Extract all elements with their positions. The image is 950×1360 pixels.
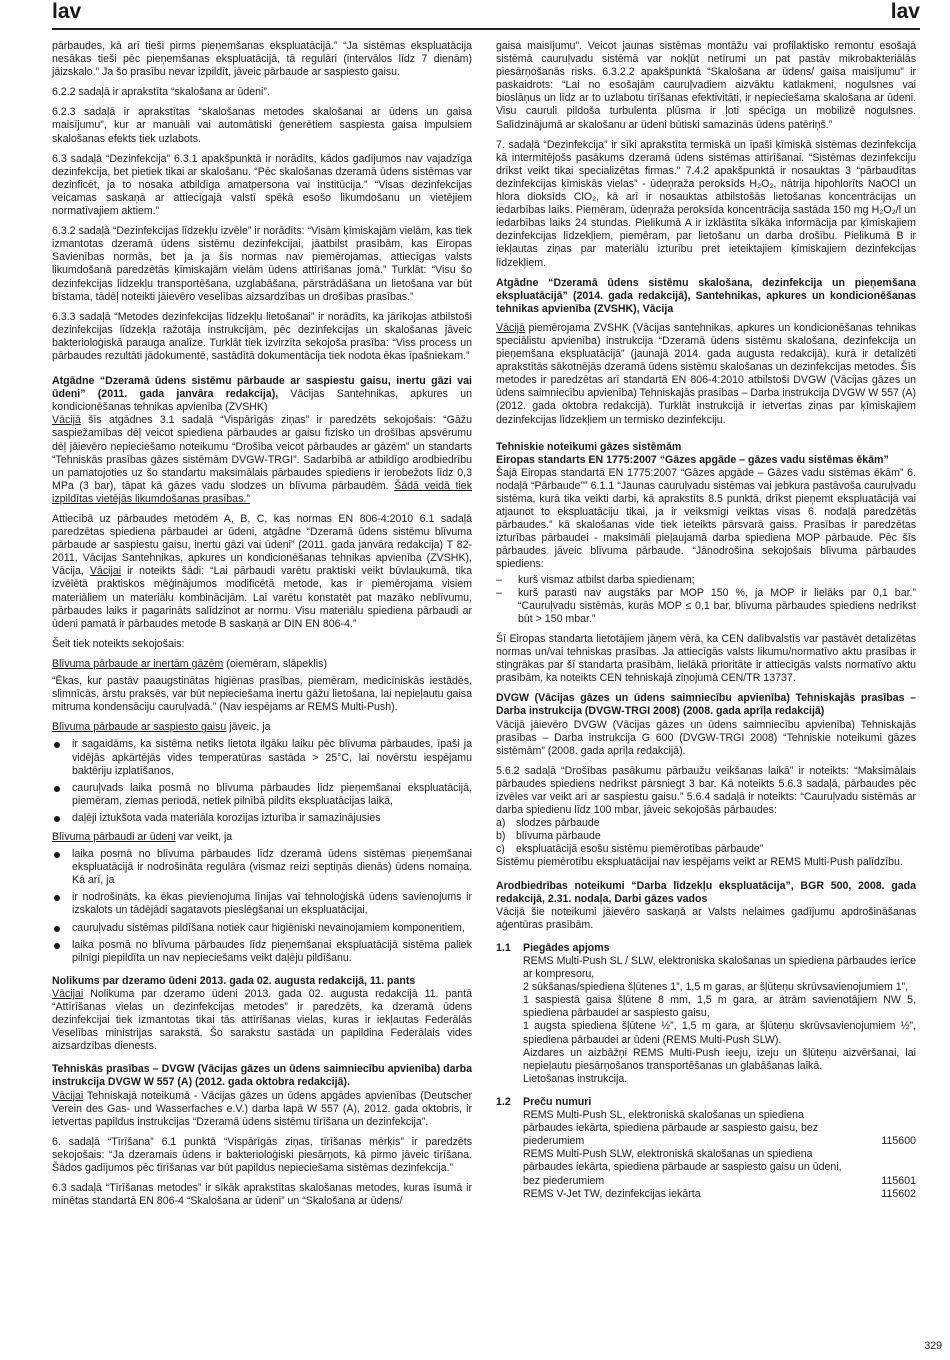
section-heading: Tehniskās prasības – DVGW (Vācijas gāzes un ūdens saimniecību apvienība) darba instrukcija DVGW W 557 (A) (2012. gada oktobra redakcijā).: [52, 1063, 472, 1089]
paragraph: Vācijā šie noteikumi jāievēro saskaņā ar Valsts nelaimes gadījumu apdrošināšanas aģentūras prasībām.: [496, 905, 916, 931]
paragraph: Vācijā jāievēro DVGW (Vācijas gāzes un ūdens saimniecību apvienība) Tehniskajās prasības – Darba instrukcija G 600 (DVGW-TRGI 2008) “Tehniskie noteikumi gāzes sistēmām” (2008. gada aprīļa redakcijā).: [496, 718, 916, 757]
text: ir noteikts šādi: “Lai pārbaudi varētu praktiski veikt būvlaukumā, tika izvēlētā praktiskos mēģinājumos modificētā metode, kas ir piemērojama visiem materiāliem un materiālu kombinācijām. Lai varētu konstatēt pat mazāko neblīvumu, pārbaudes laiks ir pagarināts salīdzinot ar normu. Visu materiālu spiediena pārbaudi ar ūdeni pamatā ir pārbaudes metode B saskaņā ar DIN EN 806-4.”: [52, 565, 472, 630]
bullet-list: [52, 848, 472, 965]
right-column: [496, 40, 916, 1201]
paragraph: [496, 322, 916, 427]
paragraph: gaisa maisījumu”. Veicot jaunas sistēmas montāžu vai profilaktisko remontu esošajā sistēmā cauruļvadu sistēmā var nokļūt netīrumi un pat pastāv mikrobakteriālās piesārņošanās risks. 6.3.2.2 apakšpunktā “Skalošana ar ūdens/ gaisa maisījumu” ir paskaidrots: “Lai no esošajām cauruļvadiem aizvāktu katlakmeni, nogulsnes vai bioslāņus un līdz ar to uzlabotu tīrīšanas efektivitāti, ir nepieciešama skalošana ar ūdeni. Visu cauruli pildoša turbulenta plūsma ir ļoti spēcīga un mobilizē nogulsnes. Salīdzinājumā ar skalošanu ar ūdeni būtiski samazinās ūdens patēriņš.”: [496, 40, 916, 131]
left-column: [52, 40, 472, 1215]
text: jāveic, ja: [226, 721, 271, 734]
underlined-text: Blīvuma pārbaudi ar ūdeni: [52, 830, 176, 843]
paragraph: Šī Eiropas standarta lietotājiem jāņem vērā, ka CEN dalībvalstīs var pastāvēt detalizētas normas un/vai tehniskas prasības. Ja attiecīgās valsts likumu/normatīvo aktu prasības ir stingrākas par šī standarta prasībām, lielākā prioritāte ir attiecīgās valsts normatīvo aktu prasībām, ka noteikts CEN tehniskajā ziņojumā CEN/TR 13737.: [496, 632, 916, 685]
list-item: ir sagaidāms, ka sistēma netiks lietota ilgāku laiku pēc blīvuma pārbaudes, īpaši ja vidējās apkārtējās vides temperatūras sastāda > 25°C, lai novērstu iespējamu baktēriju izplatīšanos,: [52, 738, 472, 777]
paragraph: 6.3 sadaļā “Dezinfekcija” 6.3.1 apakšpunktā ir norādīts, kādos gadījumos nav vajadzīga dezinfekcija, bet pietiek tikai ar skalošanu. “Pēc skalošanas dzeramā ūdens sistēmas var dezinficēt, ja to nosaka atbildīga amatpersona vai institūcija.” “Visas dezinfekcijas veicamas saskaņā ar attiecīgajā valstī spēkā esošo likumdošanu un vietējiem normatīvajiem aktiem.”: [52, 152, 472, 218]
scope-item: Aizdares un aizbāžņi REMS Multi-Push ieeju, izeju un šļūteņu aizvēršanai, lai nepieļautu piesārņošanos transportēšanas un glabāšanas laikā.: [523, 1046, 916, 1072]
scope-item: 1 augsta spiediena šļūtene ½”, 1,5 m gara, ar šļūteņu skrūvsavienojumiem ½”, spiediena pārbaudei ar ūdeni (REMS Multi-Push SLW).: [523, 1020, 916, 1046]
section-number: 1.2: [496, 1095, 511, 1108]
article-code: 115600: [881, 1135, 916, 1148]
country-ref: Vācijai: [89, 565, 122, 578]
text: Tehniskajā noteikumā - Vācijas gāzes un ūdens apgādes apvienības (Deutscher Verein des Gas- und Wasserfaches e.V.) darba lapā W 557 (A), 2012. gada oktobris, ir ietvertas papildus instrukcijas “Dzeramā ūdens sistēmu tīrīšana un dezinfekcija”.: [52, 1089, 472, 1128]
scope-item: REMS Multi-Push SL / SLW, elektroniska skalošanas un spiediena pārbaudes ierīce ar kompresoru,: [523, 955, 916, 981]
paragraph: 6.3.3 sadaļā “Metodes dezinfekcijas līdzekļu lietošanai” ir norādīts, ka jārīkojas atbilstoši dezinfekcijas līdzekļa ražotāja instrukcijām, pēc dezinfekcijas un skalošanas jāveic bakterioloģiskā parauga analīze. Turklāt tiek izvirzīta sekojoša prasība: “Viss process un pārbaudes rezultāti jādokumentē, sastādītā dokumentācija tiek nodota ēkas īpašniekam.”: [52, 310, 472, 362]
scope-item: 2 sūkšanas/spiediena šļūtenes 1”, 1,5 m garas, ar šļūteņu skrūvsavienojumiem 1”,: [523, 981, 909, 994]
country-ref: Vācijā: [52, 414, 81, 427]
text: šīs atgādnes 3.1 sadaļā “Vispārīgās ziņas” ir paredzēts sekojošais: “Gāžu saspiežamības dēļ veicot spiediena pārbaudes ar gaisu fizisko un drošības apsvērumu dēļ jāievēro nepieciešamo noteikumu “Drošība veicot pārbaudes ar gāzēm” un standarts “Tehniskās prasības gāzes sistēmām DVGW-TRGI”. Sadarbībā ar atbildīgo arodbiedrību un pamatojoties uz šo standartu maksimālais pārbaudes spiediens ir ierobežots līdz 0,3 MPa (3 bar), tāpat kā gāzes vadu slodzes un blīvuma pārbaudēm.: [52, 414, 472, 492]
list-item: [496, 817, 916, 830]
list-letter: a): [496, 817, 506, 830]
section-title: Preču numuri: [523, 1095, 592, 1108]
subheading: [52, 721, 472, 734]
article-row: [523, 1148, 916, 1187]
article-code: 115602: [881, 1187, 916, 1200]
article-code: 115601: [881, 1174, 916, 1187]
list-item: cauruļvadu sistēmas pildīšana notiek caur higiēniski nevainojamiem komponentiem,: [52, 922, 472, 935]
paragraph: [52, 513, 472, 631]
section-heading: Atgādne “Dzeramā ūdens sistēmu skalošana, dezinfekcija un pieņemšana ekspluatācijā” (2014. gada redakcijā), Santehnikas, apkures un kondicionēšanas tehnikas apvienība (ZVSHK), Vācija: [496, 276, 916, 315]
section-heading: Tehniskie noteikumi gāzes sistēmām: [496, 440, 682, 453]
scope-item: 1 saspiestā gaisa šļūtene 8 mm, 1,5 m gara, ar ātrām savienotājiem NW 5, spiediena pārbaudei ar saspiesto gaisu,: [523, 994, 916, 1020]
country-ref: Vācijai: [52, 1089, 84, 1102]
list-item: laika posmā no blīvuma pārbaudes līdz dzeramā ūdens sistēmas pieņemšanai ekspluatācijā ir nodrošināta regulāra (vismaz reizi septiņās dienās) ūdens nomaiņa. Kā arī, ja: [52, 848, 472, 887]
text: piemērojama ZVSHK (Vācijas santehnikas, apkures un kondicionēšanas tehnikas speciālistu apvienība) instrukcija “Dzeramā ūdens sistēmu skalošana, dezinfekcija un pieņemšana ekspluatācijā” (jaunajā 2014. gada augusta redakcijā), kurā ir detalizēti aprakstītās sākotnējās dzeramā ūdens sistēmu skalošanas un dezinfekcijas metodes. Šīs metodes ir paredzētas arī standartā EN 806-4:2010 atbilstoši DVGW (Vācijas gāzes un ūdens saimniecību apvienība) Tehniskajās prasības – Darba instrukcija DVGW W 557 (A) (2012. gada oktobra redakcijā). Turklāt instrukcijā ir ietvertas ziņas par ķīmiskajiem dezinfekcijas līdzekļiem un termisko dezinfekciju.: [496, 321, 916, 426]
lettered-list: [496, 817, 916, 856]
list-text: blīvuma pārbaude: [516, 830, 601, 843]
header-lang-left: lav: [52, 0, 82, 23]
paragraph: [52, 988, 472, 1053]
list-text: ekspluatācijā esošu sistēmu piemērotības pārbaude”: [516, 843, 764, 856]
article-row: [523, 1188, 916, 1201]
list-text: slodzes pārbaude: [516, 817, 600, 830]
list-item: daļēji iztukšota vada materiāla korozijas izturība ir samazinājusies: [52, 812, 472, 825]
section-heading: Eiropas standarts EN 1775:2007 “Gāzes apgāde – gāzes vadu sistēmas ēkām”: [496, 453, 889, 466]
article-text: REMS Multi-Push SL, elektroniskā skalošanas un spiediena pārbaudes iekārta, spiediena pārbaude ar saspiesto gaisu, bez piederumiem: [523, 1109, 819, 1148]
page-number: 329: [924, 1340, 942, 1352]
paragraph: Šajā Eiropas standartā EN 1775:2007 “Gāzes apgāde – Gāzes vadu sistēmas ēkām” 6. nodaļā “Pārbaude”” 6.1.1 “Jaunas cauruļvadu sistēmas vai jebkura pastāvoša cauruļvadu sistēma, kurā tika veikti darbi, kā aprakstīts 8.5 punktā, drīkst pieņemt ekspluatācijā vai atjaunot to ekspluatāciju tikai, ja ir veiksmīgi veiktas visas 6. nodaļā paredzētās pārbaudes.” kā skalošanas vide tiek ieteikts pārsvarā gaiss. Prasības ir paredzētas izturības pārbaudei - maksimāli pieļaujamā darba spiediena MOP pārbaude. Pēc šīs pārbaudes jāveic blīvuma pārbaude. “Jānodrošina sekojošais blīvuma pārbaudes spiediens:: [496, 466, 916, 571]
article-text: REMS V-Jet TW, dezinfekcijas iekārta: [523, 1187, 701, 1200]
paragraph: 6.2.2 sadaļā ir aprakstīta “skalošana ar ūdeni”.: [52, 86, 270, 99]
text: (oiemēram, slāpeklis): [223, 657, 327, 670]
section-heading: DVGW (Vācijas gāzes un ūdens saimniecību apvienība) Tehniskajās prasības – Darba instrukcija (DVGW-TRGI 2008) (2008. gada aprīļa redakcijā): [496, 692, 916, 718]
delivery-scope: [496, 955, 916, 1086]
heading-bold: Atgādne “Dzeramā ūdens sistēmu pārbaude ar saspiestu gaisu, inertu gāzi vai ūdeni” (2011. gada janvāra redakcija),: [52, 375, 472, 401]
text: Attiecībā uz pārbaudes metodēm A, B, C, kas normas EN 806-4:2010 6.1 sadaļā paredzētas spiediena pārbaudei ar ūdeni, atgādne “Dzeramā ūdens sistēmu blīvuma pārbaude ar saspiestu gaisu, inertu gāzi vai ūdeni” (2011. gada janvāra redakcija) T 82-2011, Vācijas Santehnikas, apkures un kondicionēšanas tehnikas apvienība (ZVSHK), Vācija,: [52, 513, 472, 578]
section-1-2-heading: [496, 1096, 916, 1109]
subheading: [52, 658, 472, 671]
section-title: Piegādes apjoms: [523, 941, 610, 954]
list-item: – kurš vismaz atbilst darba spiedienam;: [496, 574, 916, 587]
paragraph: [52, 1090, 472, 1129]
country-ref: Vācijā: [496, 321, 525, 334]
bullet-list: [52, 738, 472, 825]
list-item: [496, 830, 916, 843]
underlined-text: Blīvuma pārbaude ar inertām gāzēm: [52, 657, 224, 670]
subheading: [52, 831, 472, 844]
paragraph: 6. sadaļā “Tīrīšana” 6.1 punktā “Vispārīgās ziņas, tīrīšanas mērķis” ir paredzēts sekojošais: “Ja dzeramais ūdens ir bakterioloģiski piesārņots, kā pirmo jāveic tīrīšana. Šādos gadījumos pēc tīrīšanas var būt papildus nepieciešama sistēmas dezinfekcija.”: [52, 1135, 472, 1175]
section-1-1-heading: [496, 942, 916, 955]
list-item: – kurš parasti nav augstāks par MOP 150 %, ja MOP ir lielāks par 0,1 bar.” “Cauruļvadu sistēmās, kurās MOP ≤ 0,1 bar, blīvuma pārbaudes spiediens nedrīkst būt > 150 mbar.”: [496, 587, 916, 626]
article-text: REMS Multi-Push SLW, elektroniskā skalošanas un spiediena pārbaudes iekārta, spiediena pārbaude ar saspiesto gaisu un ūdeni, bez piederumiem: [523, 1148, 842, 1187]
list-item: [496, 843, 916, 856]
paragraph: Šeit tiek noteikts sekojošais:: [52, 637, 185, 650]
paragraph: 6.3 sadaļā “Tīrīšanas metodes” ir sīkāk aprakstītas skalošanas metodes, kuras īsumā ir minētas standartā EN 806-4 “Skalošana ar ūdeni” un “Skalošana ar ūdens/: [52, 1182, 472, 1208]
article-row: [523, 1109, 916, 1148]
dash-list: [496, 574, 916, 626]
list-letter: b): [496, 830, 506, 843]
underlined-text: Šādā veidā tiek izpildītas vietējās likumdošanas prasības.”: [52, 479, 472, 505]
list-item: cauruļvads laika posmā no blīvuma pārbaudes līdz pieņemšanai ekspluatācijā, piemēram, ziemas periodā, netiek pilnībā pildīts ekspluatācijas laikā,: [52, 782, 472, 808]
list-letter: c): [496, 843, 505, 856]
paragraph: Sistēmu piemērotību ekspluatācijai nav iespējams veikt ar REMS Multi-Push palīdzību.: [496, 856, 903, 869]
country-ref: Vācijai: [52, 987, 84, 1000]
heading-rest: Vācijas Santehnikas, apkures un kondicionēšanas tehnikas apvienība (ZVSHK): [52, 388, 472, 414]
list-item: ir nodrošināts, ka ēkas pievienojuma līnijas vai tehnoloģiskā ūdens savienojums ir izskalots un tādējādi sagatavots pieslēgšanai un ekspluatācijai,: [52, 891, 472, 917]
section-heading: Nolikums par dzeramo ūdeni 2013. gada 02. augusta redakcijā, 11. pants: [52, 974, 416, 987]
paragraph: “Ēkas, kur pastāv paaugstinātas higiēnas prasības, piemēram, medicīniskās iestādēs, slimnīcās, ārstu praksēs, var būt nepieciešama inertu gāžu lietošana, lai nepieļautu gaisa mitruma kondensāciju cauruļvadā.” (Nav iespējams ar REMS Multi-Push).: [52, 675, 472, 714]
underlined-text: Blīvuma pārbaude ar saspiesto gaisu: [52, 721, 227, 734]
text: Nolikuma par dzeramo ūdeni 2013. gada 02. augusta redakcijā 11. pantā “Attīrīšanas vielas un dezinfekcijas metodes” ir paredzēts, ka dzeramā ūdens dezinfekcijai tiek izmantotas tikai tās attīrīšanas vielas, kuras ir iekļautas Federālās Veselības ministrijas sarakstā. Šo sarakstu sastāda un papildina Federālais vides aizsardzības dienests.: [52, 987, 472, 1053]
section-number: 1.1: [496, 941, 511, 954]
paragraph: 5.6.2 sadaļā “Drošības pasākumu pārbaužu veikšanas laikā” ir noteikts: “Maksimālais pārbaudes spiediens nedrīkst pārsniegt 3 bar. Kā noteikts 5.6.3 sadaļā, pārbaudes pēc izvēles var veikt arī ar saspiestu gaisu.” 5.6.4 sadaļā ir noteikts: “Cauruļvadu sistēmās ar darba spiedienu līdz 100 mbar, jāveic sekojošās pārbaudes:: [496, 764, 916, 817]
text: var veikt, ja: [175, 830, 233, 843]
paragraph: 6.2.3 sadaļā ir aprakstītas “skalošanas metodes skalošanai ar ūdens un gaisa maisījumu”, kur ar manuāli vai automātiski ģenerētiem saspiesta gaisa impulsiem skalošanas efekts tiek uzlabots.: [52, 106, 472, 145]
scope-item: Lietošanas instrukcija.: [523, 1072, 628, 1085]
paragraph: 7. sadaļā “Dezinfekcija” ir sīki aprakstīta termiskā un īpaši ķīmiskā sistēmas dezinfekcija kā intermitējošs pasākums dzeramā ūdens sistēmas attīrīšanai. “Sistēmas dezinfekciju drīkst veikt tikai specializētas firmas.” 7.4.2 apakšpunktā ir nosauktas 3 “pārbaudītas dezinfekcijas ķīmiskās vielas” - ūdeņraža peroksīds H₂O₂, nātrija hipohlorīts NaOCl un hlora dioksīds ClO₂, kā arī ir nosauktas atbilstošās lietošanas koncentrācijas un iedarbības laiks. Piemēram, ūdeņraža peroksīda koncentrācija sastāda 150 mg H₂O₂/l un iedarbības laiks 24 stundas. Pielikumā A ir izklāstīta sīkāka informācija par ķīmiskajiem dezinfekcijas līdzekļiem, piemēram, par lietošanu un darba drošību. Pielikumā B ir iekļautas ziņas par materiālu izturību pret ieteiktajiem ķīmiskajiem dezinfekcijas līdzekļiem.: [496, 138, 916, 269]
article-numbers: [496, 1109, 916, 1201]
paragraph: pārbaudes, kā arī tieši pirms pieņemšanas ekspluatācijā.” “Ja sistēmas ekspluatācija nesākas tieši pēc pieņemšanas ekspluatācijā, tā regulāri (intervālos līdz 7 dienām) jāizskalo.” Ja šo prasību nevar izpildīt, jāveic pārbaude ar saspiesto gaisu.: [52, 40, 472, 79]
header-lang-right: lav: [890, 0, 920, 23]
section-heading: Arodbiedrības noteikumi “Darba līdzekļu ekspluatācija”, BGR 500, 2008. gada redakcijā, 2.31. nodaļa, Darbi gāzes vados: [496, 879, 916, 905]
list-item: laika posmā no blīvuma pārbaudes līdz pieņemšanai ekspluatācijā sistēma paliek pilnīgi piepildīta un nav nepieciešams veikt daļēju pildīšanu.: [52, 939, 472, 965]
paragraph: 6.3.2 sadaļā “Dezinfekcijas līdzekļu izvēle” ir norādīts: “Visām ķīmiskajām vielām, kas tiek izmantotas dzeramā ūdens sistēmu dezinfekcijai, jāatbilst prasībām, kas Eiropas Savienības normās, bet ja ja šīs normas nav piemērojamas, attiecīgas valsts likumdošanā paredzētās ķīmiskajām vielām ūdens attīrīšanas jomā.” Turklāt: “Visu šo dezinfekcijas līdzekļu transportēšana, uzglabāšana, pārstrādāšana un lietošana var būt bīstama, tādēļ noteikti jāievēro veselības aizsardzības un drošības prasības.”: [52, 225, 472, 303]
section-heading: [52, 375, 472, 414]
page-header: [52, 2, 920, 30]
paragraph: [52, 414, 472, 506]
